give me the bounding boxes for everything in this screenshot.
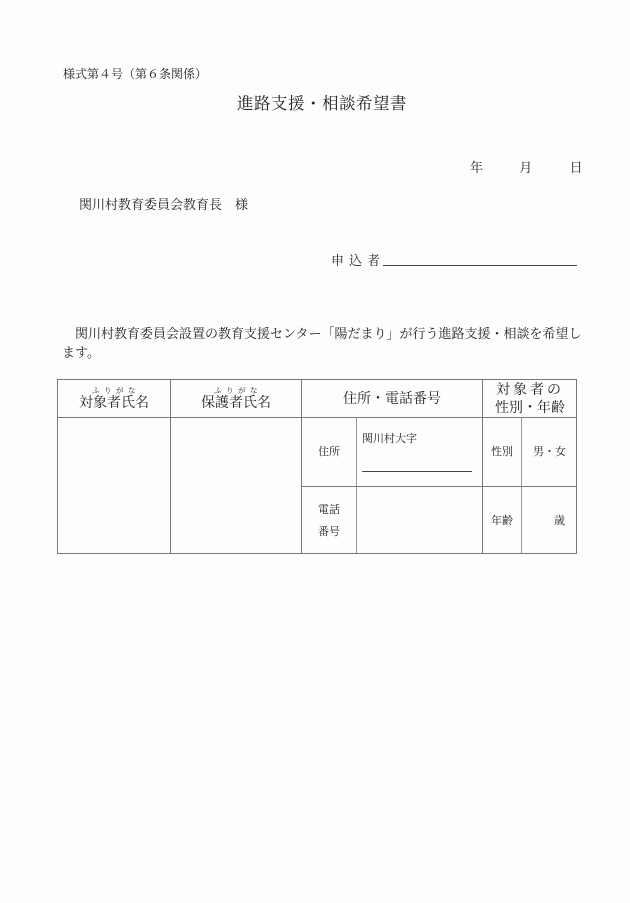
address-input[interactable] <box>357 418 482 486</box>
request-statement: 関川村教育委員会設置の教育支援センター「陽だまり」が行う進路支援・相談を希望します。 <box>62 327 582 361</box>
address-write-line <box>362 471 472 472</box>
date-field[interactable] <box>470 157 583 176</box>
age-input[interactable] <box>522 487 577 554</box>
applicant-label: 申込者 <box>331 254 386 269</box>
address-prefix: 関川村大字 <box>362 432 417 445</box>
header-guardian-name: ふりがな 保護者氏名 <box>201 385 271 411</box>
header-target-gender-age: 対象者の 性別・年齢 <box>495 381 565 416</box>
gender-options[interactable]: 男・女 <box>533 445 566 458</box>
target-name-input[interactable] <box>58 418 170 554</box>
month-label: 月 <box>519 161 533 176</box>
age-unit: 歳 <box>554 513 565 527</box>
phone-input[interactable] <box>357 487 482 554</box>
phone-label: 電話 番号 <box>318 502 340 538</box>
day-label: 日 <box>569 161 583 176</box>
applicant-signature-line[interactable] <box>383 265 577 266</box>
age-label: 年齢 <box>491 513 513 527</box>
furigana-label: ふりがな <box>92 385 140 395</box>
header-address-phone: 住所・電話番号 <box>343 390 441 407</box>
year-label: 年 <box>470 161 484 176</box>
addressee: 関川村教育委員会教育長 様 <box>79 198 249 213</box>
furigana-label: ふりがな <box>214 385 262 395</box>
guardian-name-input[interactable] <box>171 418 301 554</box>
document-title: 進路支援・相談希望書 <box>237 94 407 113</box>
header-target-name: ふりがな 対象者氏名 <box>79 385 149 411</box>
address-label: 住所 <box>318 445 340 458</box>
request-table <box>57 379 577 554</box>
gender-label: 性別 <box>491 445 513 458</box>
form-number: 様式第４号（第６条関係） <box>63 67 208 81</box>
